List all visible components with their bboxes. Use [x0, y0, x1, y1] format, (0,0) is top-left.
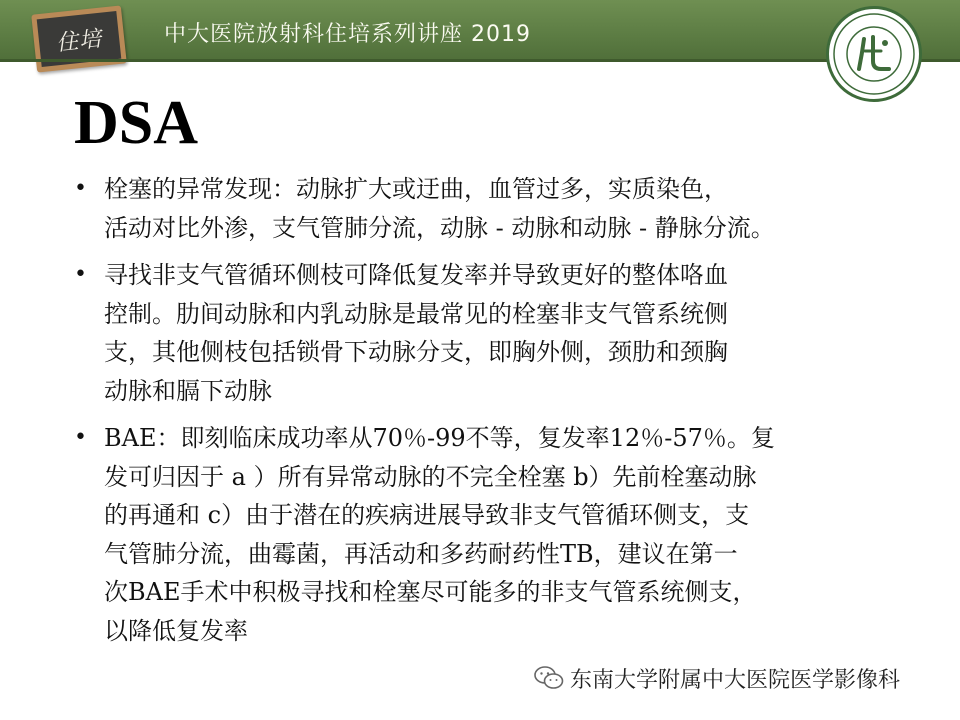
bullet-line: 次BAE手术中积极寻找和栓塞尽可能多的非支气管系统侧支， — [104, 578, 757, 606]
bullet-dot-icon: • — [74, 176, 87, 201]
bullet-dot-icon: • — [74, 262, 87, 287]
seal-emblem-icon — [829, 9, 919, 99]
bullet-item — [74, 256, 914, 410]
header-banner — [0, 0, 960, 62]
bullet-line: 栓塞的异常发现：动脉扩大或迂曲，血管过多，实质染色， — [104, 175, 728, 203]
bullet-line: 动脉和膈下动脉 — [104, 376, 272, 405]
bullet-line: 气管肺分流，曲霉菌，再活动和多药耐药性TB，建议在第一 — [104, 539, 738, 568]
bullet-line: 支，其他侧枝包括锁骨下动脉分支，即胸外侧，颈肋和颈胸 — [104, 338, 728, 366]
slide-title: DSA — [74, 89, 199, 157]
bullet-line: 发可归因于 a ）所有异常动脉的不完全栓塞 b）先前栓塞动脉 — [104, 462, 757, 491]
bullet-line: 活动对比外渗，支气管肺分流，动脉 - 动脉和动脉 - 静脉分流。 — [104, 213, 775, 242]
bullet-list — [74, 170, 914, 659]
badge-text: 住培 — [55, 26, 104, 56]
bullet-item — [74, 419, 914, 650]
watermark — [534, 660, 900, 696]
chalkboard-badge — [31, 5, 127, 72]
bullet-line: BAE：即刻临床成功率从70％-99不等，复发率12％-57％。复 — [104, 424, 775, 452]
watermark-text: 东南大学附属中大医院医学影像科 — [570, 667, 901, 693]
hospital-seal-logo — [826, 6, 922, 102]
bullet-line: 以降低复发率 — [104, 616, 248, 645]
bullet-line: 控制。肋间动脉和内乳动脉是最常见的栓塞非支气管系统侧 — [104, 299, 728, 328]
series-title: 中大医院放射科住培系列讲座 2019 — [164, 22, 531, 47]
bullet-line: 寻找非支气管循环侧枝可降低复发率并导致更好的整体咯血 — [104, 261, 728, 289]
bullet-dot-icon: • — [74, 425, 87, 450]
bullet-line: 的再通和 c）由于潜在的疾病进展导致非支气管循环侧支，支 — [104, 501, 750, 529]
bullet-item — [74, 170, 914, 247]
wechat-icon — [534, 665, 564, 691]
